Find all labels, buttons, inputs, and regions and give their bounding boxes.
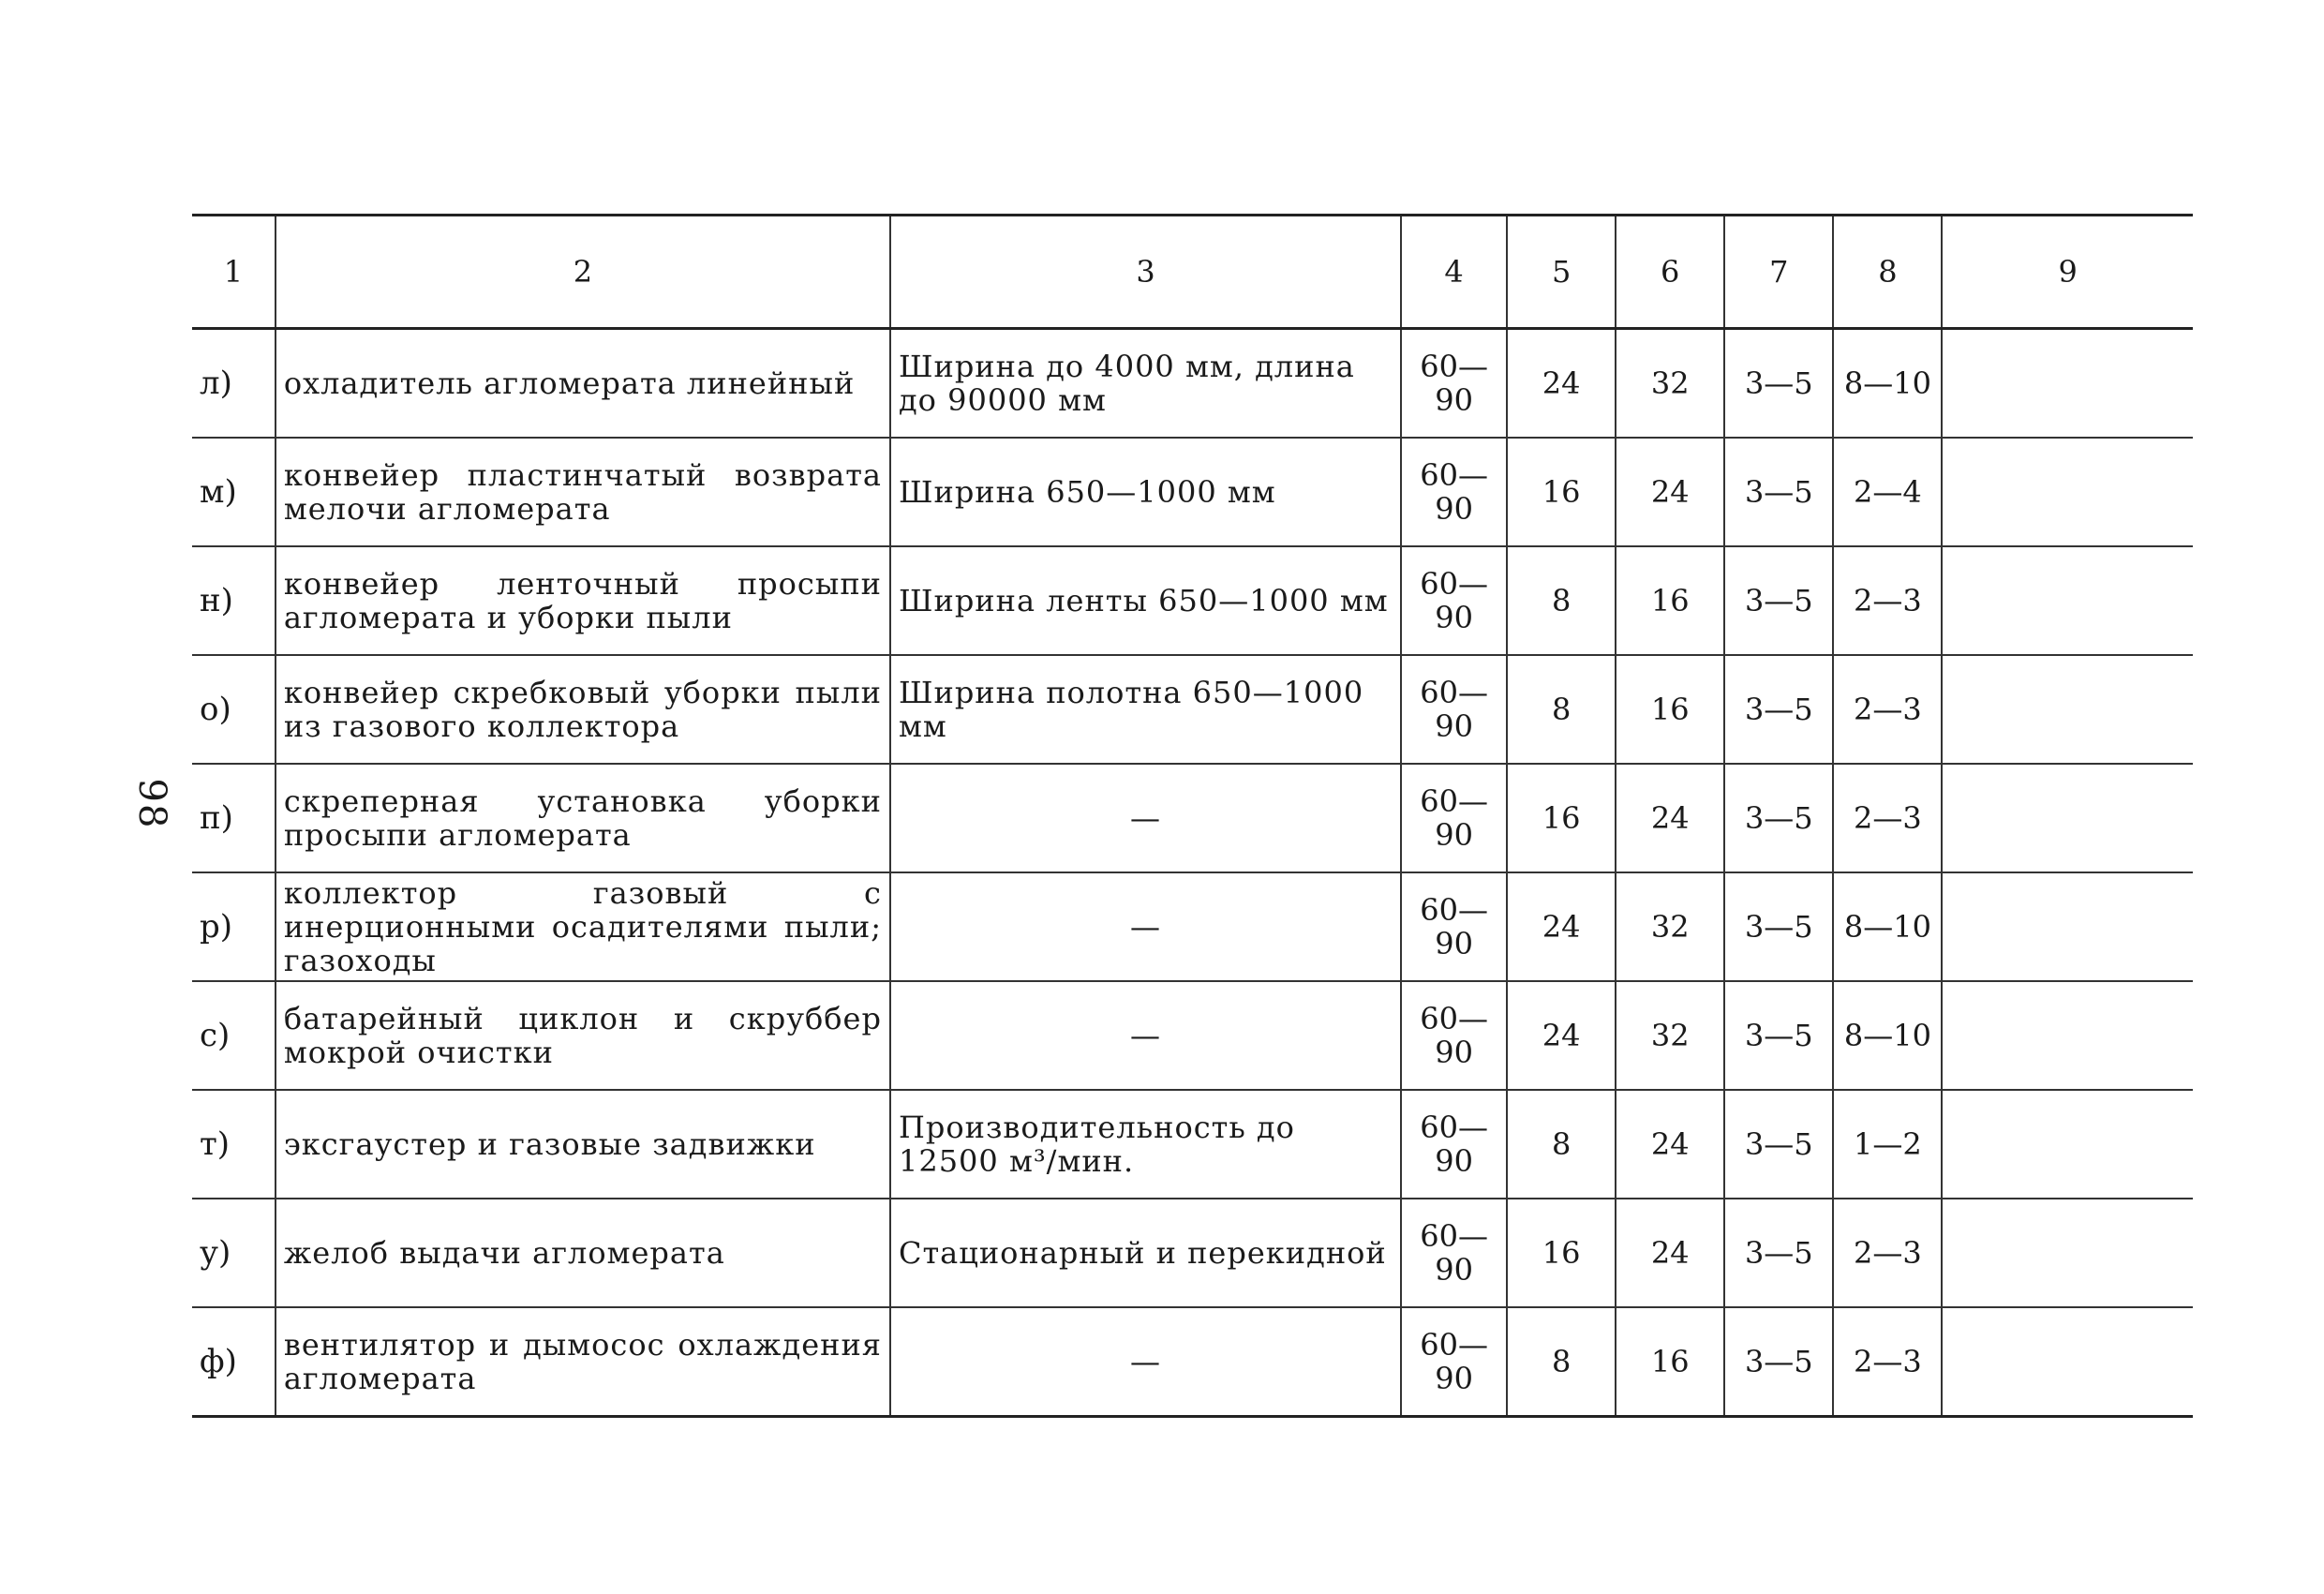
- cell-col-4: 60—90: [1401, 981, 1507, 1090]
- table-row: [192, 981, 2193, 1090]
- cell-col-4: 60—90: [1401, 1090, 1507, 1199]
- column-header: 1: [192, 216, 276, 329]
- cell-col-6: 24: [1616, 438, 1724, 546]
- equipment-name: конвейер ленточный просыпи агломерата и уборки пыли: [276, 546, 890, 655]
- cell-col-6: 16: [1616, 655, 1724, 764]
- equipment-name: скреперная установка уборки просыпи агломерата: [276, 764, 890, 872]
- equipment-name: батарейный циклон и скруббер мокрой очистки: [276, 981, 890, 1090]
- cell-col-8: 8—10: [1833, 872, 1942, 981]
- cell-col-7: 3—5: [1724, 438, 1833, 546]
- cell-col-5: 16: [1507, 438, 1616, 546]
- column-header: 9: [1942, 216, 2193, 329]
- column-header: 8: [1833, 216, 1942, 329]
- column-header: 7: [1724, 216, 1833, 329]
- equipment-name: вентилятор и дымосос охлаждения агломерата: [276, 1307, 890, 1417]
- equipment-characteristic: Производительность до 12500 м³/мин.: [890, 1090, 1401, 1199]
- cell-col-9: [1942, 655, 2193, 764]
- cell-col-7: 3—5: [1724, 981, 1833, 1090]
- cell-col-9: [1942, 546, 2193, 655]
- equipment-characteristic: Стационарный и перекидной: [890, 1199, 1401, 1307]
- cell-col-4: 60—90: [1401, 1199, 1507, 1307]
- equipment-name: эксгаустер и газовые задвижки: [276, 1090, 890, 1199]
- row-index: с): [192, 981, 276, 1090]
- cell-col-8: 8—10: [1833, 329, 1942, 439]
- column-header: 6: [1616, 216, 1724, 329]
- equipment-characteristic: —: [890, 981, 1401, 1090]
- equipment-characteristic: —: [890, 872, 1401, 981]
- equipment-characteristic: Ширина ленты 650—1000 мм: [890, 546, 1401, 655]
- cell-col-7: 3—5: [1724, 655, 1833, 764]
- cell-col-6: 32: [1616, 329, 1724, 439]
- cell-col-4: 60—90: [1401, 1307, 1507, 1417]
- cell-col-6: 32: [1616, 872, 1724, 981]
- cell-col-4: 60—90: [1401, 546, 1507, 655]
- cell-col-5: 24: [1507, 872, 1616, 981]
- cell-col-5: 8: [1507, 655, 1616, 764]
- table-row: [192, 438, 2193, 546]
- cell-col-8: 8—10: [1833, 981, 1942, 1090]
- equipment-name: коллектор газовый с инерционными осадителями пыли; газоходы: [276, 872, 890, 981]
- cell-col-8: 2—3: [1833, 655, 1942, 764]
- cell-col-9: [1942, 438, 2193, 546]
- cell-col-5: 24: [1507, 329, 1616, 439]
- table-row: [192, 655, 2193, 764]
- equipment-name: конвейер скребковый уборки пыли из газового коллектора: [276, 655, 890, 764]
- cell-col-4: 60—90: [1401, 655, 1507, 764]
- cell-col-5: 16: [1507, 1199, 1616, 1307]
- cell-col-9: [1942, 1199, 2193, 1307]
- table-row: [192, 1199, 2193, 1307]
- row-index: о): [192, 655, 276, 764]
- cell-col-8: 2—3: [1833, 1199, 1942, 1307]
- cell-col-7: 3—5: [1724, 1199, 1833, 1307]
- cell-col-6: 24: [1616, 1090, 1724, 1199]
- row-index: т): [192, 1090, 276, 1199]
- cell-col-9: [1942, 764, 2193, 872]
- equipment-name: охладитель агломерата линейный: [276, 329, 890, 439]
- table-row: [192, 546, 2193, 655]
- equipment-table: [192, 214, 2193, 1418]
- column-header: 3: [890, 216, 1401, 329]
- cell-col-8: 1—2: [1833, 1090, 1942, 1199]
- cell-col-5: 8: [1507, 1090, 1616, 1199]
- table-row: [192, 329, 2193, 439]
- row-index: м): [192, 438, 276, 546]
- cell-col-4: 60—90: [1401, 872, 1507, 981]
- cell-col-7: 3—5: [1724, 872, 1833, 981]
- cell-col-8: 2—3: [1833, 764, 1942, 872]
- equipment-characteristic: Ширина полотна 650—1000 мм: [890, 655, 1401, 764]
- equipment-name: конвейер пластинчатый возврата мелочи агломерата: [276, 438, 890, 546]
- cell-col-5: 24: [1507, 981, 1616, 1090]
- cell-col-4: 60—90: [1401, 329, 1507, 439]
- cell-col-4: 60—90: [1401, 438, 1507, 546]
- table-row: [192, 872, 2193, 981]
- column-header: 5: [1507, 216, 1616, 329]
- equipment-characteristic: Ширина 650—1000 мм: [890, 438, 1401, 546]
- cell-col-7: 3—5: [1724, 1307, 1833, 1417]
- table-row: [192, 1307, 2193, 1417]
- cell-col-9: [1942, 1307, 2193, 1417]
- cell-col-9: [1942, 329, 2193, 439]
- row-index: у): [192, 1199, 276, 1307]
- row-index: л): [192, 329, 276, 439]
- cell-col-5: 8: [1507, 1307, 1616, 1417]
- cell-col-8: 2—3: [1833, 1307, 1942, 1417]
- cell-col-6: 24: [1616, 764, 1724, 872]
- cell-col-5: 8: [1507, 546, 1616, 655]
- cell-col-7: 3—5: [1724, 329, 1833, 439]
- cell-col-7: 3—5: [1724, 1090, 1833, 1199]
- cell-col-6: 16: [1616, 1307, 1724, 1417]
- row-index: ф): [192, 1307, 276, 1417]
- cell-col-9: [1942, 1090, 2193, 1199]
- table-row: [192, 764, 2193, 872]
- cell-col-4: 60—90: [1401, 764, 1507, 872]
- column-header: 4: [1401, 216, 1507, 329]
- cell-col-8: 2—3: [1833, 546, 1942, 655]
- cell-col-8: 2—4: [1833, 438, 1942, 546]
- page-number: 98: [130, 778, 173, 830]
- equipment-name: желоб выдачи агломерата: [276, 1199, 890, 1307]
- row-index: п): [192, 764, 276, 872]
- table-header-row: [192, 216, 2193, 329]
- column-header: 2: [276, 216, 890, 329]
- equipment-characteristic: —: [890, 1307, 1401, 1417]
- cell-col-9: [1942, 981, 2193, 1090]
- table-row: [192, 1090, 2193, 1199]
- cell-col-6: 24: [1616, 1199, 1724, 1307]
- cell-col-5: 16: [1507, 764, 1616, 872]
- cell-col-7: 3—5: [1724, 546, 1833, 655]
- cell-col-6: 32: [1616, 981, 1724, 1090]
- cell-col-9: [1942, 872, 2193, 981]
- row-index: р): [192, 872, 276, 981]
- cell-col-6: 16: [1616, 546, 1724, 655]
- equipment-characteristic: —: [890, 764, 1401, 872]
- row-index: н): [192, 546, 276, 655]
- cell-col-7: 3—5: [1724, 764, 1833, 872]
- equipment-characteristic: Ширина до 4000 мм, длина до 90000 мм: [890, 329, 1401, 439]
